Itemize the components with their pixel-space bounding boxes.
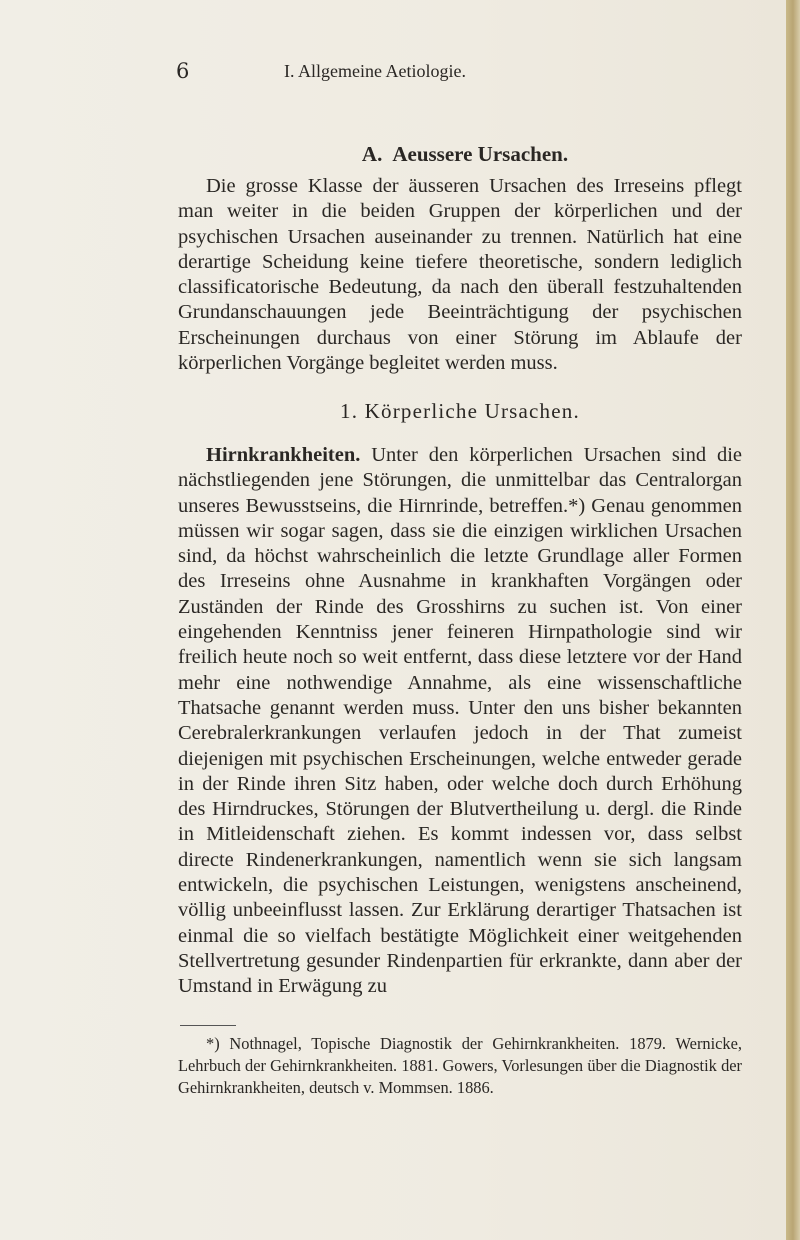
paragraph-intro: Die grosse Klasse der äusseren Ursachen des Irreseins pflegt man weiter in die beiden Gruppen der körperlichen und der psychischen Ursachen auseinander zu trennen. Natürlich hat eine derartige Scheidung keine tiefere theoretische, sondern lediglich classificatorische Bedeutung, da nach den überall festzuhaltenden Grundanschauungen jede Beeinträchtigung der psychischen Erscheinungen durchaus von einer Störung im Ablaufe der körperlichen Vorgänge begleitet werden muss. [178,175,742,375]
paragraph-lead: Hirnkrankheiten. [206,444,361,466]
subsection-title: 1. Körperliche Ursachen. [340,399,580,423]
section-title [178,141,742,167]
section-title-text: Aeussere Ursachen. [392,142,569,166]
page-number: 6 [176,59,190,83]
paragraph-hirnkrankheiten [178,443,742,1000]
page-header [0,58,786,84]
footnote: *) Nothnagel, Topische Diagnostik der Gehirnkrankheiten. 1879. Wernicke, Lehrbuch der Gehirnkrankheiten. 1881. Gowers, Vorlesungen über die Diagnostik der Gehirnkrankheiten, deutsch v. Mommsen. 1886. [178,1034,742,1097]
paragraph-body: Unter den körperlichen Ursachen sind die nächstliegenden jene Störungen, die unmittelbar das Centralorgan unseres Bewusstseins, die Hirnrinde, betreffen.*) Genau genommen müssen wir sogar sagen, dass sie die einzigen wirklichen Ursachen sind, da höchst wahrscheinlich die letzte Grundlage aller Formen des Irreseins ohne Ausnahme in krankhaften Vorgängen oder Zuständen der Rinde des Grosshirns zu suchen ist. Von einer eingehenden Kenntniss jener feineren Hirnpathologie sind wir freilich heute noch so weit entfernt, dass diese letztere vor der Hand mehr eine nothwendige Annahme, als eine wissenschaftliche Thatsache genannt werden muss. Unter den uns bisher bekannten Cerebralerkrankungen verlaufen jedoch in der That zumeist diejenigen mit psychischen Erscheinungen, welche entweder gerade in der Rinde ihren Sitz haben, oder welche doch durch Erhöhung des Hirndruckes, Störungen der Blutvertheilung u. dergl. die Rinde in Mitleidenschaft ziehen. Es kommt indessen vor, dass selbst directe Rindenerkrankungen, namentlich wenn sie sich langsam entwickeln, die psychischen Leistungen, wenigstens anscheinend, völlig unbeeinflusst lassen. Zur Erklärung derartiger Thatsachen ist einmal die so vielfach bestätigte Möglichkeit einer weitgehenden Stellvertretung gesunder Rindenpartien für erkrankte, dann aber der Umstand in Erwägung zu [178,444,742,998]
section-letter: A. [361,142,383,166]
footnote-divider [180,1025,236,1026]
running-head: I. Allgemeine Aetiologie. [284,61,466,81]
page-edge [786,0,800,1240]
